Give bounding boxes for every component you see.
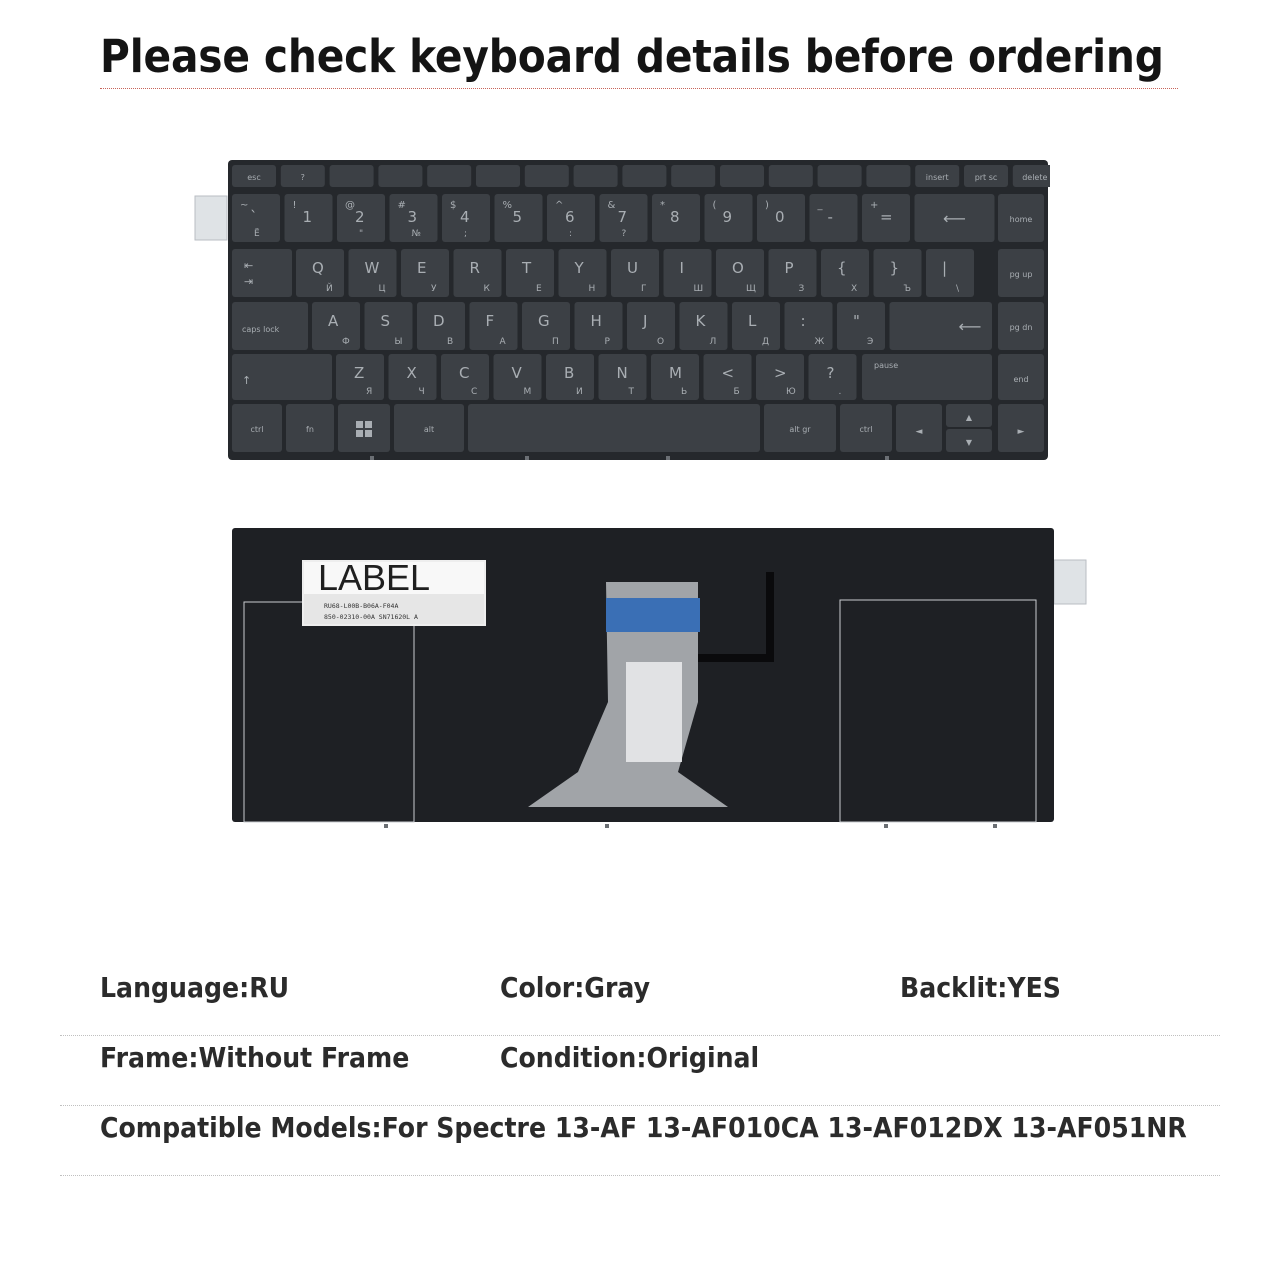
- key-number-main: 3: [407, 208, 418, 226]
- key-fn-label: ?: [300, 173, 305, 182]
- key-number-main: 5: [512, 208, 523, 226]
- key-number-ru: :: [569, 229, 573, 239]
- spec-language: [100, 966, 289, 1010]
- keyboard-back-image: [228, 522, 1090, 830]
- key-number-main: =: [880, 208, 893, 226]
- key-letter-ru: .: [838, 387, 842, 397]
- spec-condition: [500, 1036, 759, 1080]
- key-arrow-right-label: ►: [1017, 427, 1025, 437]
- key-letter-en: W: [364, 259, 380, 277]
- key-letter-en: ?: [826, 364, 835, 382]
- key-letter-ru: А: [499, 337, 506, 347]
- key-letter-en: S: [380, 312, 391, 330]
- key-letter-ru: Ц: [378, 284, 386, 294]
- key-number-main: 6: [565, 208, 575, 226]
- key-number-ru: Ё: [254, 229, 260, 239]
- key-windows: [338, 404, 390, 452]
- back-label-sticker: [302, 557, 486, 626]
- key-number-shift: (: [712, 200, 717, 211]
- key-fn-row: [866, 165, 910, 187]
- key-number-ru: ": [359, 229, 364, 239]
- key-letter-en: I: [679, 259, 684, 277]
- key-letter-ru: Ж: [814, 337, 825, 347]
- key-number-main: 1: [302, 208, 313, 226]
- key-letter-ru: Э: [867, 337, 874, 347]
- key-enter-label: ⟵: [958, 317, 982, 336]
- key-fn-row: [427, 165, 471, 187]
- key-letter-ru: Т: [628, 387, 634, 397]
- key-letter-ru: У: [431, 284, 437, 294]
- key-fn-label: esc: [247, 173, 261, 182]
- key-number-shift: @: [345, 200, 355, 211]
- key-letter-en: Q: [312, 259, 324, 277]
- key-letter: [926, 249, 974, 297]
- key-letter-en: N: [616, 364, 628, 382]
- keyboard-mount-tab-left: [195, 196, 227, 240]
- key-number-shift: ^: [555, 200, 564, 211]
- key-letter-en: C: [459, 364, 470, 382]
- key-number-shift: *: [660, 200, 665, 211]
- title-divider: [100, 88, 1178, 89]
- key-letter-en: ": [853, 312, 860, 330]
- key-caps-label: caps lock: [242, 325, 280, 334]
- key-pgdn-label: pg dn: [1009, 323, 1033, 332]
- key-tab-label: ⇥: [244, 275, 254, 288]
- spec-language-value: RU: [249, 971, 290, 1004]
- spec-row-3: [60, 1106, 1220, 1176]
- key-letter-ru: Н: [588, 284, 596, 294]
- key-number-main: 0: [775, 208, 785, 226]
- spec-condition-value: Original: [646, 1041, 760, 1074]
- page-title: Please check keyboard details before ordering: [100, 30, 1164, 83]
- key-letter-ru: В: [447, 337, 454, 347]
- key-fn-row: [330, 165, 374, 187]
- spec-backlit-value: YES: [1007, 971, 1061, 1004]
- key-letter: [785, 302, 833, 350]
- key-letter: [837, 302, 885, 350]
- key-fn-label: prt sc: [974, 173, 998, 182]
- key-letter-ru: Л: [709, 337, 717, 347]
- key-letter-en: M: [669, 364, 682, 382]
- key-letter-ru: М: [523, 387, 532, 397]
- key-letter-ru: И: [576, 387, 583, 397]
- key-fn-row: [818, 165, 862, 187]
- key-letter-ru: Ч: [418, 387, 425, 397]
- key-letter-ru: \: [956, 284, 960, 294]
- key-letter-ru: Ф: [342, 337, 350, 347]
- key-letter: [664, 249, 712, 297]
- key-letter-ru: Х: [851, 284, 858, 294]
- key-tab-label: ⇤: [244, 259, 254, 272]
- key-letter-ru: Й: [326, 284, 333, 294]
- spec-frame-value: Without Frame: [198, 1041, 410, 1074]
- key-ctrl-left-label: ctrl: [250, 425, 264, 434]
- spec-divider: [60, 1175, 1220, 1176]
- key-home-label: home: [1009, 215, 1033, 224]
- key-letter-en: :: [800, 312, 806, 330]
- key-fn-row: [378, 165, 422, 187]
- key-number-shift: ~: [240, 200, 249, 211]
- spec-backlit-key: Backlit :: [900, 971, 1007, 1004]
- key-number-main: 9: [722, 208, 733, 226]
- key-letter-en: P: [784, 259, 794, 277]
- key-number-main: 8: [670, 208, 680, 226]
- key-letter-en: L: [748, 312, 757, 330]
- key-fn-row: [525, 165, 569, 187]
- key-fn-row: [476, 165, 520, 187]
- key-letter-ru: Г: [641, 284, 647, 294]
- key-letter-en: K: [695, 312, 706, 330]
- key-fn-label: insert: [925, 173, 949, 182]
- spec-backlit: [900, 966, 1061, 1010]
- key-fn-row: [671, 165, 715, 187]
- key-letter-ru: К: [483, 284, 490, 294]
- key-letter: [627, 302, 675, 350]
- key-letter-en: Y: [574, 259, 584, 277]
- keyboard-mount-tab-right: [1054, 560, 1086, 604]
- key-letter-en: <: [721, 364, 735, 382]
- key-space: [468, 404, 760, 452]
- spec-color-key: Color :: [500, 971, 584, 1004]
- spec-row-1: [60, 966, 1220, 1036]
- keyboard-front-image: [190, 156, 1050, 462]
- spec-color-value: Gray: [584, 971, 651, 1004]
- key-letter-ru: З: [798, 284, 805, 294]
- key-letter-ru: Ш: [693, 284, 704, 294]
- key-number-ru: ;: [464, 229, 468, 239]
- key-number-shift: +: [870, 200, 879, 211]
- key-number-main: 7: [617, 208, 628, 226]
- key-number-main: 4: [460, 208, 470, 226]
- key-letter-ru: Р: [604, 337, 610, 347]
- spec-models-key: Compatible Models :: [100, 1111, 382, 1144]
- label-line-2: 850-02310-00A SN71620L A: [324, 613, 418, 621]
- spec-language-key: Language :: [100, 971, 249, 1004]
- key-letter-en: G: [538, 312, 550, 330]
- key-number-shift: !: [292, 200, 297, 211]
- key-fn-label: delete: [1022, 173, 1048, 182]
- key-number-shift: %: [502, 200, 513, 211]
- key-alt-label: alt: [423, 425, 435, 434]
- key-letter-en: >: [774, 364, 787, 382]
- key-letter-en: }: [889, 259, 900, 277]
- key-letter-ru: О: [657, 337, 665, 347]
- spec-models-value: For Spectre 13-AF 13-AF010CA 13-AF012DX 13-AF051NR: [381, 1111, 1187, 1144]
- key-letter-en: U: [627, 259, 638, 277]
- key-fn-row: [720, 165, 764, 187]
- key-number-shift: $: [450, 200, 457, 211]
- spec-row-2: [60, 1036, 1220, 1106]
- key-shift-label: ↑: [242, 374, 252, 387]
- key-letter-ru: Б: [733, 387, 740, 397]
- key-letter-en: {: [837, 259, 847, 277]
- key-letter-en: H: [590, 312, 602, 330]
- key-number-shift: #: [397, 200, 406, 211]
- key-letter-en: A: [328, 312, 339, 330]
- key-tab: [232, 249, 292, 297]
- key-letter-ru: П: [552, 337, 559, 347]
- key-letter-ru: Е: [536, 284, 542, 294]
- key-number-shift: &: [607, 200, 616, 211]
- key-number-main: `: [250, 208, 258, 226]
- key-number-shift: _: [817, 200, 823, 211]
- spec-condition-key: Condition :: [500, 1041, 646, 1074]
- key-arrow-left-label: ◄: [915, 427, 923, 437]
- label-title: LABEL: [318, 557, 431, 598]
- key-letter-ru: Ю: [786, 387, 796, 397]
- key-letter-en: T: [522, 259, 532, 277]
- key-arrow-up-label: ▲: [965, 413, 973, 422]
- key-end-label: end: [1013, 375, 1029, 384]
- key-letter-en: X: [406, 364, 417, 382]
- spec-models: [100, 1106, 1187, 1150]
- key-backspace-label: ⟵: [943, 209, 966, 228]
- key-letter-en: |: [942, 259, 948, 277]
- spec-frame: [100, 1036, 409, 1080]
- key-letter-ru: Ъ: [903, 284, 911, 294]
- key-number-ru: №: [411, 229, 421, 239]
- key-number-main: -: [827, 208, 833, 226]
- key-altgr-label: alt gr: [789, 425, 811, 434]
- label-line-1: RU68-L00B-B06A-F04A: [324, 602, 399, 610]
- key-letter-ru: С: [471, 387, 478, 397]
- key-number-shift: ): [765, 200, 769, 211]
- key-letter-ru: Д: [762, 337, 770, 347]
- key-letter-en: F: [485, 312, 495, 330]
- key-letter-en: Z: [354, 364, 365, 382]
- key-fn-row: [622, 165, 666, 187]
- key-letter-en: O: [732, 259, 744, 277]
- key-letter-ru: Щ: [746, 284, 756, 294]
- key-pause-label: pause: [874, 361, 899, 370]
- key-pgup-label: pg up: [1009, 270, 1033, 279]
- key-letter-en: R: [469, 259, 480, 277]
- key-ctrl-right-label: ctrl: [859, 425, 873, 434]
- key-letter-en: E: [417, 259, 427, 277]
- spec-frame-key: Frame :: [100, 1041, 198, 1074]
- key-fn-row: [769, 165, 813, 187]
- key-number-main: 2: [355, 208, 365, 226]
- key-number-ru: ?: [621, 229, 627, 239]
- key-letter-en: V: [511, 364, 522, 382]
- key-letter-ru: Я: [366, 387, 373, 397]
- key-letter-ru: Ы: [394, 337, 403, 347]
- key-letter-en: B: [564, 364, 575, 382]
- key-arrow-down-label: ▼: [965, 438, 973, 447]
- key-letter-en: J: [643, 312, 648, 330]
- key-letter-ru: Ь: [681, 387, 688, 397]
- key-letter-en: D: [433, 312, 445, 330]
- key-fn-key-label: fn: [306, 425, 314, 434]
- spec-color: [500, 966, 650, 1010]
- key-fn-row: [574, 165, 618, 187]
